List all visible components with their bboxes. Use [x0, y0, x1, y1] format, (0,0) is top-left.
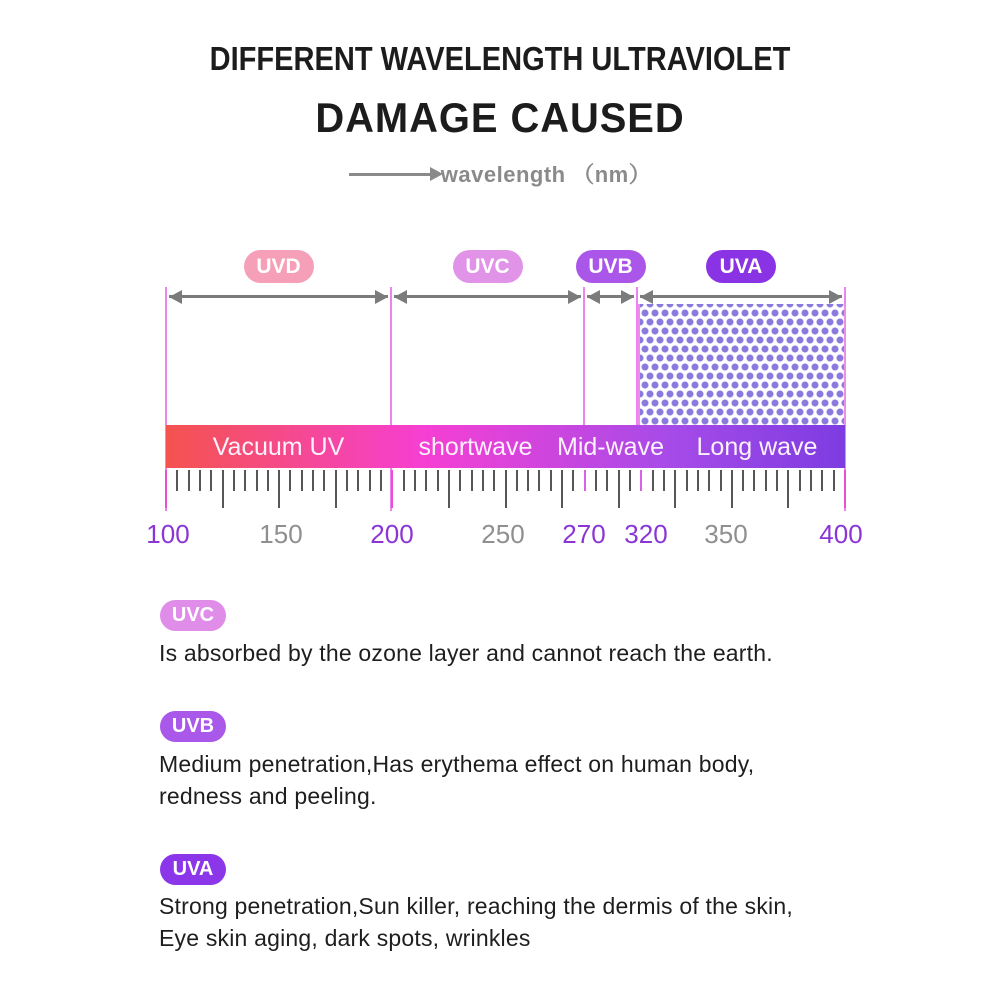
ruler-tick — [595, 470, 597, 491]
ruler-tick — [787, 470, 789, 508]
ruler-tick — [833, 470, 835, 491]
ruler-tick — [301, 470, 303, 491]
range-arrow-right-head-uvc — [568, 290, 581, 304]
uvc-description: Is absorbed by the ozone layer and cannot reach the earth. — [159, 640, 773, 666]
scale-label-150: 150 — [259, 519, 303, 549]
band-pill-uvd: UVD — [244, 250, 314, 283]
ruler-tick — [380, 470, 382, 491]
bar-label-uvb: Mid-wave — [557, 433, 664, 461]
scale-label-320: 320 — [624, 519, 668, 549]
range-arrow-line-uvc — [394, 295, 581, 298]
guide-line-270 — [583, 287, 585, 425]
scale-label-250: 250 — [481, 519, 525, 549]
ruler-tick — [584, 470, 586, 491]
scale-label-100: 100 — [146, 519, 190, 549]
scale-label-200: 200 — [370, 519, 414, 549]
ruler-tick — [357, 470, 359, 491]
ruler-tick — [391, 470, 393, 508]
range-arrow-right-head-uvd — [375, 290, 388, 304]
ruler-tick — [640, 470, 642, 491]
ruler-tick — [753, 470, 755, 491]
ruler-tick — [561, 470, 563, 508]
uvc-badge: UVC — [160, 600, 226, 631]
band-pill-uvc: UVC — [453, 250, 523, 283]
ruler-tick — [527, 470, 529, 491]
ruler-tick — [731, 470, 733, 508]
ruler-tick — [629, 470, 631, 491]
ruler-tick — [369, 470, 371, 491]
ruler-tick — [686, 470, 688, 491]
ruler-tick — [606, 470, 608, 491]
ruler-tick — [572, 470, 574, 491]
ruler-tick — [516, 470, 518, 491]
ruler-tick — [289, 470, 291, 491]
range-arrow-line-uvd — [169, 295, 388, 298]
ruler-tick — [618, 470, 620, 508]
ruler-tick — [708, 470, 710, 491]
bar-label-uvc: shortwave — [418, 433, 533, 461]
uva-dotted-pattern — [638, 304, 846, 425]
ruler-tick — [810, 470, 812, 491]
ruler-tick — [776, 470, 778, 491]
ruler-tick — [663, 470, 665, 491]
range-arrow-line-uva — [640, 295, 842, 298]
ruler-tick — [323, 470, 325, 491]
ruler-tick — [278, 470, 280, 508]
ruler-tick — [742, 470, 744, 491]
ruler-tick — [335, 470, 337, 508]
ruler-tick — [199, 470, 201, 491]
scale-label-270: 270 — [562, 519, 606, 549]
ruler-tick — [267, 470, 269, 491]
ruler-tick — [222, 470, 224, 508]
ruler-tick — [448, 470, 450, 508]
wavelength-axis-label: wavelength （nm） — [440, 161, 652, 187]
ruler-tick — [256, 470, 258, 491]
ruler-tick — [493, 470, 495, 491]
ruler-tick — [674, 470, 676, 508]
ruler-tick — [844, 470, 846, 508]
page-title: DIFFERENT WAVELENGTH ULTRAVIOLET — [209, 40, 791, 77]
uva-badge: UVA — [160, 854, 226, 885]
bar-label-uva: Long wave — [696, 433, 818, 461]
range-arrow-left-head-uvb — [587, 290, 600, 304]
ruler-tick — [165, 470, 167, 508]
ruler-tick — [720, 470, 722, 491]
band-pill-uva: UVA — [706, 250, 776, 283]
ruler-tick — [482, 470, 484, 491]
range-arrow-right-head-uvb — [621, 290, 634, 304]
range-arrow-left-head-uvd — [169, 290, 182, 304]
uva-description-line2: Eye skin aging, dark spots, wrinkles — [159, 925, 531, 951]
ruler-tick — [471, 470, 473, 491]
ruler-tick — [697, 470, 699, 491]
ruler-tick — [312, 470, 314, 491]
ruler-tick — [244, 470, 246, 491]
ruler-tick — [799, 470, 801, 491]
ruler-tick — [188, 470, 190, 491]
ruler-tick — [765, 470, 767, 491]
ruler-tick — [414, 470, 416, 491]
ruler-tick — [233, 470, 235, 491]
scale-label-400: 400 — [819, 519, 863, 549]
ruler-tick — [538, 470, 540, 491]
uva-description-line1: Strong penetration,Sun killer, reaching the dermis of the skin, — [159, 893, 793, 919]
ruler-tick — [346, 470, 348, 491]
range-arrow-left-head-uva — [640, 290, 653, 304]
uvb-description-line2: redness and peeling. — [159, 783, 377, 809]
ruler-tick — [550, 470, 552, 491]
ruler-tick — [652, 470, 654, 491]
ruler-tick — [425, 470, 427, 491]
ruler-tick — [210, 470, 212, 491]
ruler-tick — [403, 470, 405, 491]
uvb-badge: UVB — [160, 711, 226, 742]
range-arrow-right-head-uva — [829, 290, 842, 304]
uvb-description-line1: Medium penetration,Has erythema effect on human body, — [159, 751, 755, 777]
band-pill-uvb: UVB — [576, 250, 646, 283]
ruler-tick — [437, 470, 439, 491]
ruler-tick — [176, 470, 178, 491]
bar-label-uvd: Vacuum UV — [212, 433, 345, 461]
page-subtitle: DAMAGE CAUSED — [315, 94, 685, 141]
range-arrow-left-head-uvc — [394, 290, 407, 304]
ruler-tick — [459, 470, 461, 491]
ruler-tick — [821, 470, 823, 491]
scale-label-350: 350 — [704, 519, 748, 549]
ruler-tick — [505, 470, 507, 508]
